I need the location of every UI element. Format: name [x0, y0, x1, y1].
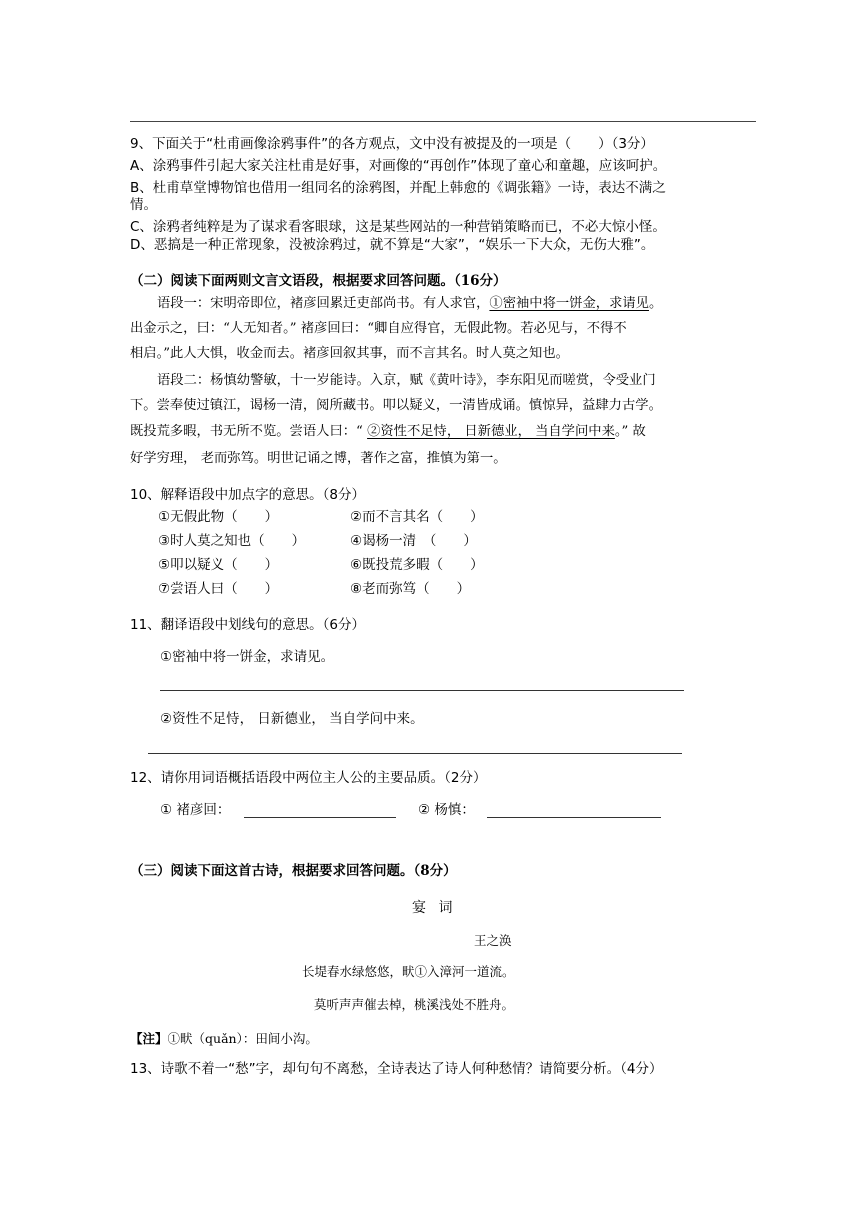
q10-item-8: ⑧老而弥笃（ ）	[350, 581, 471, 597]
header-rule	[130, 121, 756, 122]
q9-option-c: C、涂鸦者纯粹是为了谋求看客眼球，这是某些网站的一种营销策略而已，不必大惊小怪。	[130, 219, 666, 235]
q12-answer-1-blank[interactable]	[244, 817, 396, 818]
passage1-line1: 语段一：宋明帝即位，褚彦回累迁吏部尚书。有人求官，①密袖中将一饼金，求请见。	[157, 296, 663, 311]
q11-answer-line-2[interactable]	[148, 753, 682, 754]
poem-note-label: 【注】	[130, 1031, 168, 1046]
passage2-underlined-sentence: ②资性不足恃， 日新德业， 当自学问中来	[367, 424, 615, 439]
poem-author: 王之涣	[474, 933, 512, 948]
q13-stem: 13、诗歌不着一“愁”字，却句句不离愁，全诗表达了诗人何种愁情？请简要分析。（4分）	[130, 1061, 663, 1077]
passage1-line3: 相启。”此人大惧，收金而去。褚彦回叙其事，而不言其名。时人莫之知也。	[130, 346, 569, 361]
passage1-line2: 出金示之，曰：“人无知者。” 褚彦回曰：“卿自应得官，无假此物。若必见与，不得不	[130, 321, 627, 336]
q9-stem: 9、下面关于“杜甫画像涂鸦事件”的各方观点，文中没有被提及的一项是（ ）（3分）	[130, 136, 654, 152]
passage2-line3: 既投荒多暇，书无所不览。尝语人曰：“ ②资性不足恃， 日新德业， 当自学问中来。” 故	[130, 424, 646, 439]
q10-item-3: ③时人莫之知也（ ）	[158, 533, 306, 549]
q9-option-a: A、涂鸦事件引起大家关注杜甫是好事，对画像的“再创作”体现了童心和童趣，应该呵护。	[130, 158, 667, 174]
passage1-underlined-sentence: ①密袖中将一饼金，求请见	[489, 296, 649, 311]
q11-sentence-1: ①密袖中将一饼金，求请见。	[160, 649, 335, 665]
q12-stem: 12、请你用词语概括语段中两位主人公的主要品质。（2分）	[130, 770, 487, 786]
q9-option-b: B、杜甫草堂博物馆也借用一组同名的涂鸦图，并配上韩愈的《调张籍》一诗，表达不满之	[130, 180, 666, 196]
q11-sentence-2: ②资性不足恃， 日新德业， 当自学问中来。	[160, 711, 424, 727]
q10-item-7: ⑦尝语人曰（ ）	[158, 581, 279, 597]
poem-title: 宴 词	[412, 900, 457, 916]
q12-answer-2-label: ② 杨慎：	[418, 802, 475, 818]
section2-heading: （二）阅读下面两则文言文语段，根据要求回答问题。（16分）	[130, 273, 507, 289]
poem-line-2: 莫听声声催去棹，桃溪浅处不胜舟。	[314, 997, 515, 1012]
q10-stem: 10、解释语段中加点字的意思。（8分）	[130, 487, 366, 503]
section3-heading: （三）阅读下面这首古诗，根据要求回答问题。（8分）	[130, 863, 457, 879]
q12-answer-2-blank[interactable]	[487, 817, 661, 818]
q11-answer-line-1[interactable]	[160, 690, 684, 691]
passage2-line2: 下。尝奉使过镇江，谒杨一清，阅所藏书。叩以疑义，一清皆成诵。慎惊异，益肆力古学。	[130, 398, 662, 413]
passage2-line1: 语段二：杨慎幼警敏，十一岁能诗。入京，赋《黄叶诗》，李东阳见而嗟赏，令受业门	[157, 373, 656, 388]
q10-item-4: ④谒杨一清 （ ）	[350, 533, 477, 549]
poem-line-1: 长堤春水绿悠悠，畎①入漳河一道流。	[302, 964, 515, 979]
q10-item-1: ①无假此物（ ）	[158, 509, 279, 525]
q10-item-5: ⑤叩以疑义（ ）	[158, 557, 279, 573]
passage2-line4: 好学穷理， 老而弥笃。明世记诵之博，著作之富，推慎为第一。	[130, 451, 507, 466]
q10-item-6: ⑥既投荒多暇（ ）	[350, 557, 484, 573]
poem-note: 【注】①畎（quǎn）：田间小沟。	[130, 1031, 318, 1046]
q9-option-b-cont: 情。	[130, 197, 157, 213]
q12-answer-1-label: ① 褚彦回：	[160, 802, 231, 818]
q9-option-d: D、恶搞是一种正常现象，没被涂鸦过，就不算是“大家”，“娱乐一下大众，无伤大雅”。	[130, 237, 655, 253]
q11-stem: 11、翻译语段中划线句的意思。（6分）	[130, 617, 366, 633]
q10-item-2: ②而不言其名（ ）	[350, 509, 484, 525]
